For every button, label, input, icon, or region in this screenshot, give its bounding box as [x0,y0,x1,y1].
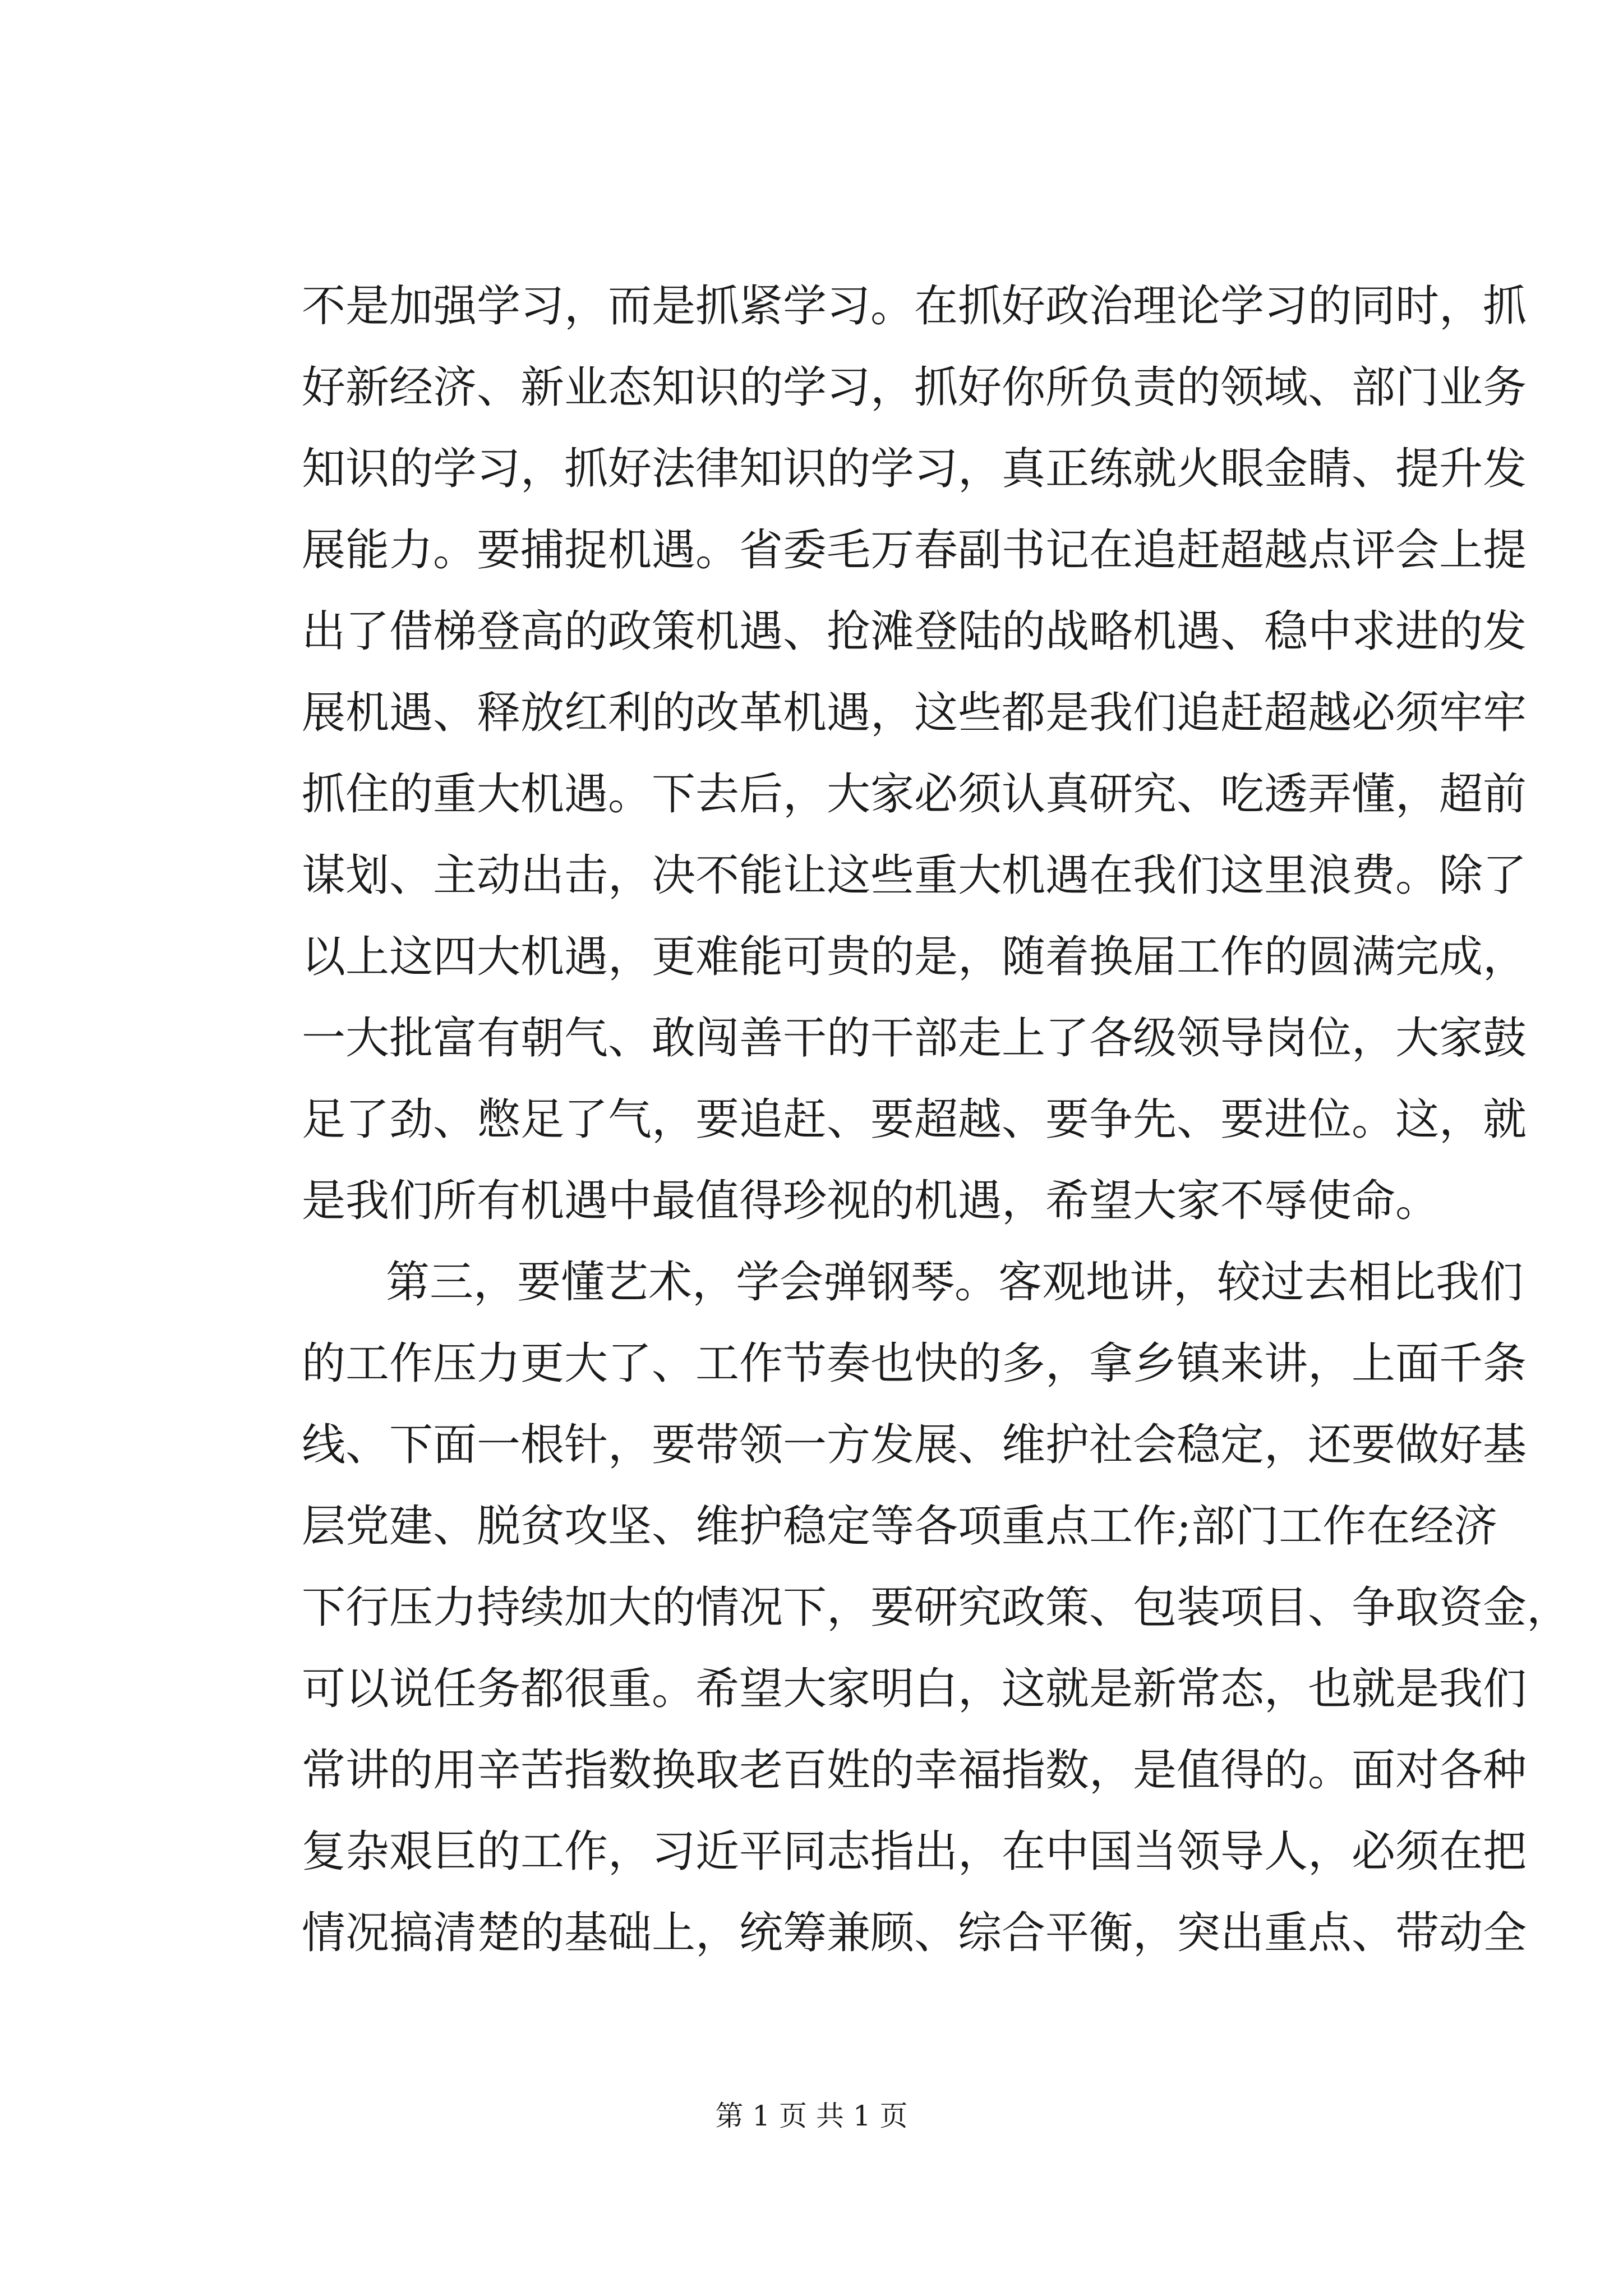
paragraph-first-line: 第三，要懂艺术，学会弹钢琴。客观地讲，较过去相比我们 [386,1257,1524,1308]
text-line: 知识的学习，抓好法律知识的学习，真正练就火眼金睛、提升发 [302,444,1527,494]
text-line: 好新经济、新业态知识的学习，抓好你所负责的领域、部门业务 [302,362,1527,413]
text-line: 情况搞清楚的基础上，统筹兼顾、综合平衡，突出重点、带动全 [302,1908,1527,1958]
text-line: 展能力。要捕捉机遇。省委毛万春副书记在追赶超越点评会上提 [302,525,1527,576]
body-text [302,266,1571,1974]
text-line: 展机遇、释放红利的改革机遇，这些都是我们追赶超越必须牢牢 [302,688,1527,738]
text-line: 不是加强学习，而是抓紧学习。在抓好政治理论学习的同时，抓 [302,281,1527,332]
text-line: 抓住的重大机遇。下去后，大家必须认真研究、吃透弄懂，超前 [302,769,1527,820]
page-number-footer: 第 1 页 共 1 页 [715,2100,908,2132]
text-line: 复杂艰巨的工作，习近平同志指出，在中国当领导人，必须在把 [302,1826,1527,1877]
text-line: 是我们所有机遇中最值得珍视的机遇，希望大家不辱使命。 [302,1176,1440,1226]
text-line: 出了借梯登高的政策机遇、抢滩登陆的战略机遇、稳中求进的发 [302,606,1527,657]
text-line: 常讲的用辛苦指数换取老百姓的幸福指数，是值得的。面对各种 [302,1745,1527,1796]
text-line: 的工作压力更大了、工作节奏也快的多，拿乡镇来讲，上面千条 [302,1338,1527,1389]
text-line: 线、下面一根针，要带领一方发展、维护社会稳定，还要做好基 [302,1420,1527,1470]
text-line: 以上这四大机遇，更难能可贵的是，随着换届工作的圆满完成， [302,932,1527,982]
text-line: 一大批富有朝气、敢闯善干的干部走上了各级领导岗位，大家鼓 [302,1013,1527,1064]
text-line: 下行压力持续加大的情况下，要研究政策、包装项目、争取资金， [302,1582,1571,1633]
text-line: 可以说任务都很重。希望大家明白，这就是新常态，也就是我们 [302,1664,1527,1714]
text-line: 足了劲、憋足了气，要追赶、要超越、要争先、要进位。这，就 [302,1094,1527,1145]
text-line: 谋划、主动出击，决不能让这些重大机遇在我们这里浪费。除了 [302,850,1527,901]
text-line: 层党建、脱贫攻坚、维护稳定等各项重点工作;部门工作在经济 [302,1501,1498,1552]
